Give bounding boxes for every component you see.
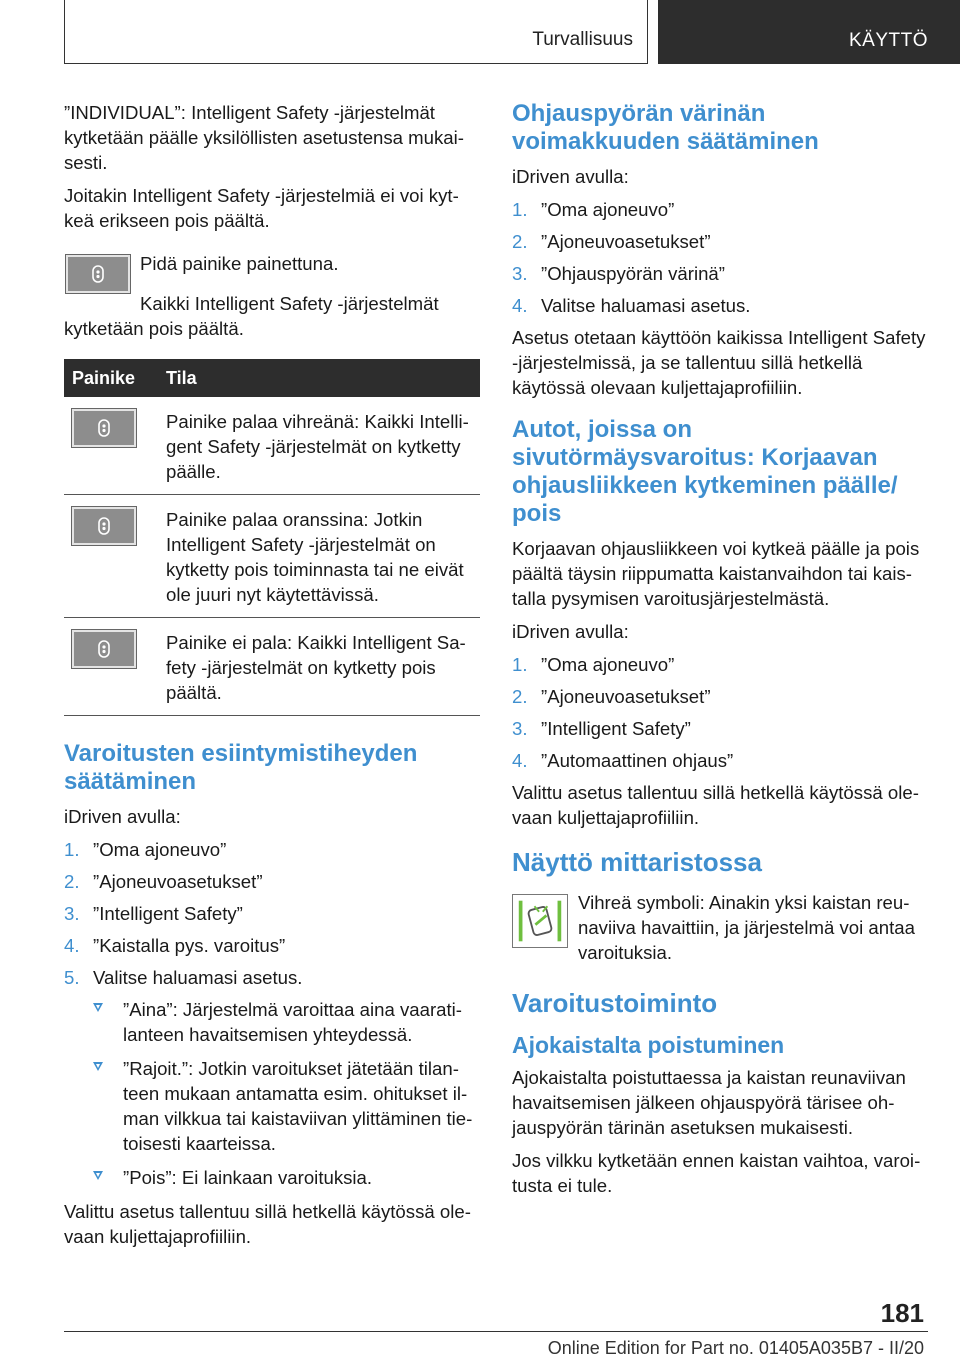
display-symbol-row (512, 890, 928, 965)
saved-paragraph: Valittu asetus tallentuu sillä hetkellä käytössä olevaan kuljettajaprofiiliin. (64, 1201, 471, 1247)
steering-steps-list (512, 652, 928, 773)
right-column (512, 100, 928, 1206)
heading-vibration: Ohjauspyörän värinän voimakkuuden säätäminen (512, 100, 819, 155)
list-item: 2. ”Ajoneuvoasetukset” (64, 871, 263, 892)
idrive-label: iDriven avulla: (512, 621, 629, 642)
list-item: ”Aina”: Järjestelmä varoittaa aina vaaratilanteen havaitsemisen yhteydessä. (93, 997, 482, 1047)
table-header-status: Tila (158, 359, 480, 397)
table-cell-status: Painike palaa oranssina: Jotkin Intelligent Safety -järjestelmät on kytketty pois toiminnasta tai ne eivät ole juuri nyt käytettävissä. (158, 495, 480, 618)
heading-lane-departure: Ajokaistalta poistuminen (512, 1032, 785, 1058)
lane-departure-paragraph-2: Jos vilkku kytketään ennen kaistan vaihtoa, varoitusta ei tule. (512, 1150, 921, 1196)
header-chapter-box (658, 0, 960, 64)
vibration-steps-list (512, 197, 928, 318)
list-item: 2. ”Ajoneuvoasetukset” (512, 686, 711, 707)
list-item: 3. ”Intelligent Safety” (64, 903, 243, 924)
display-symbol-text: Vihreä symboli: Ainakin yksi kaistan reunaviiva havaittiin, ja järjestelmä voi antaa varoituksia. (578, 892, 915, 963)
list-item: 1. ”Oma ajoneuvo” (64, 839, 227, 860)
footer-edition: Online Edition for Part no. 01405A035B7 - II/20 (547, 1338, 924, 1358)
list-item: ”Rajoit.”: Jotkin varoitukset jätetään tilanteen mukaan antamatta esim. ohitukset ilman vilkkua tai kaistaviivan ylittäminen tietoisesti kaarteissa. (93, 1056, 482, 1156)
intelligent-safety-button-icon (72, 409, 136, 447)
heading-display: Näyttö mittaristossa (512, 847, 762, 877)
all-off-text: Kaikki Intelligent Safety -järjestelmät kytketään pois päältä. (64, 293, 439, 339)
list-item: 1. ”Oma ajoneuvo” (512, 654, 675, 675)
heading-warning-frequency: Varoitusten esiintymistiheyden säätäminen (64, 740, 418, 795)
table-row (64, 397, 480, 495)
intelligent-safety-button-icon (66, 255, 130, 293)
list-item: 4. Valitse haluamasi asetus. (512, 295, 751, 316)
intelligent-safety-button-icon (72, 507, 136, 545)
triangle-bullet-icon (93, 1171, 103, 1180)
list-item: 5. Valitse haluamasi asetus. (64, 967, 303, 988)
table-cell-status: Painike palaa vihreänä: Kaikki Intelligent Safety -järjestelmät on kytketty päälle. (158, 397, 480, 495)
frequency-steps-list (64, 837, 482, 990)
list-item: 3. ”Intelligent Safety” (512, 718, 691, 739)
saved-paragraph: Valittu asetus tallentuu sillä hetkellä käytössä olevaan kuljettajaprofiiliin. (512, 782, 919, 828)
triangle-bullet-icon (93, 1003, 103, 1012)
vibration-paragraph: Asetus otetaan käyttöön kaikissa Intelligent Safety -järjestelmissä, ja se tallentuu sillä hetkellä käytössä olevaan kuljettajaprofiiliin. (512, 327, 926, 398)
button-status-table (64, 359, 480, 716)
lane-departure-symbol-icon (512, 894, 568, 948)
list-item: 4. ”Kaistalla pys. varoitus” (64, 935, 286, 956)
individual-paragraph: ”INDIVIDUAL”: Intelligent Safety -järjestelmät kytketään päälle yksilöllisten asetustensa mukaisesti. (64, 102, 464, 173)
table-row (64, 495, 480, 618)
table-header-row (64, 359, 480, 397)
intelligent-safety-button-icon (72, 630, 136, 668)
left-column (64, 100, 482, 1257)
press-hold-text: Pidä painike painettuna. (140, 253, 339, 274)
idrive-label: iDriven avulla: (64, 806, 181, 827)
not-switchable-paragraph: Joitakin Intelligent Safety -järjestelmiä ei voi kytkeä erikseen pois päältä. (64, 185, 459, 231)
list-item: 4. ”Automaattinen ohjaus” (512, 750, 734, 771)
list-item: 1. ”Oma ajoneuvo” (512, 199, 675, 220)
heading-side-collision: Autot, joissa on sivutörmäysvaroitus: Korjaavan ohjausliikkeen kytkeminen päälle/ pois (512, 416, 898, 527)
header-section-box (64, 0, 648, 64)
frequency-options-list (64, 997, 482, 1190)
idrive-label: iDriven avulla: (512, 166, 629, 187)
table-cell-status: Painike ei pala: Kaikki Intelligent Safety -järjestelmät on kytketty pois päältä. (158, 618, 480, 716)
triangle-bullet-icon (93, 1062, 103, 1071)
side-collision-paragraph: Korjaavan ohjausliikkeen voi kytkeä päälle ja pois päältä täysin riippumatta kaistanvaihdon tai kaistalla pysymisen varoitusjärjestelmästä. (512, 538, 920, 609)
list-item: ”Pois”: Ei lainkaan varoituksia. (93, 1165, 482, 1190)
heading-warning-function: Varoitustoiminto (512, 988, 718, 1018)
press-hold-row (64, 251, 482, 291)
header-chapter-title: KÄYTTÖ (848, 30, 928, 51)
header-section-title: Turvallisuus (532, 29, 633, 50)
lane-departure-paragraph-1: Ajokaistalta poistuttaessa ja kaistan reunaviivan havaitsemisen jälkeen ohjauspyörä tärisee ohjauspyörän tärinän asetuksen mukaisesti. (512, 1067, 906, 1138)
footer-divider (64, 1331, 928, 1332)
table-row (64, 618, 480, 716)
page-number: 181 (880, 1298, 924, 1328)
list-item: 3. ”Ohjauspyörän värinä” (512, 263, 725, 284)
table-header-button: Painike (64, 359, 158, 397)
list-item: 2. ”Ajoneuvoasetukset” (512, 231, 711, 252)
